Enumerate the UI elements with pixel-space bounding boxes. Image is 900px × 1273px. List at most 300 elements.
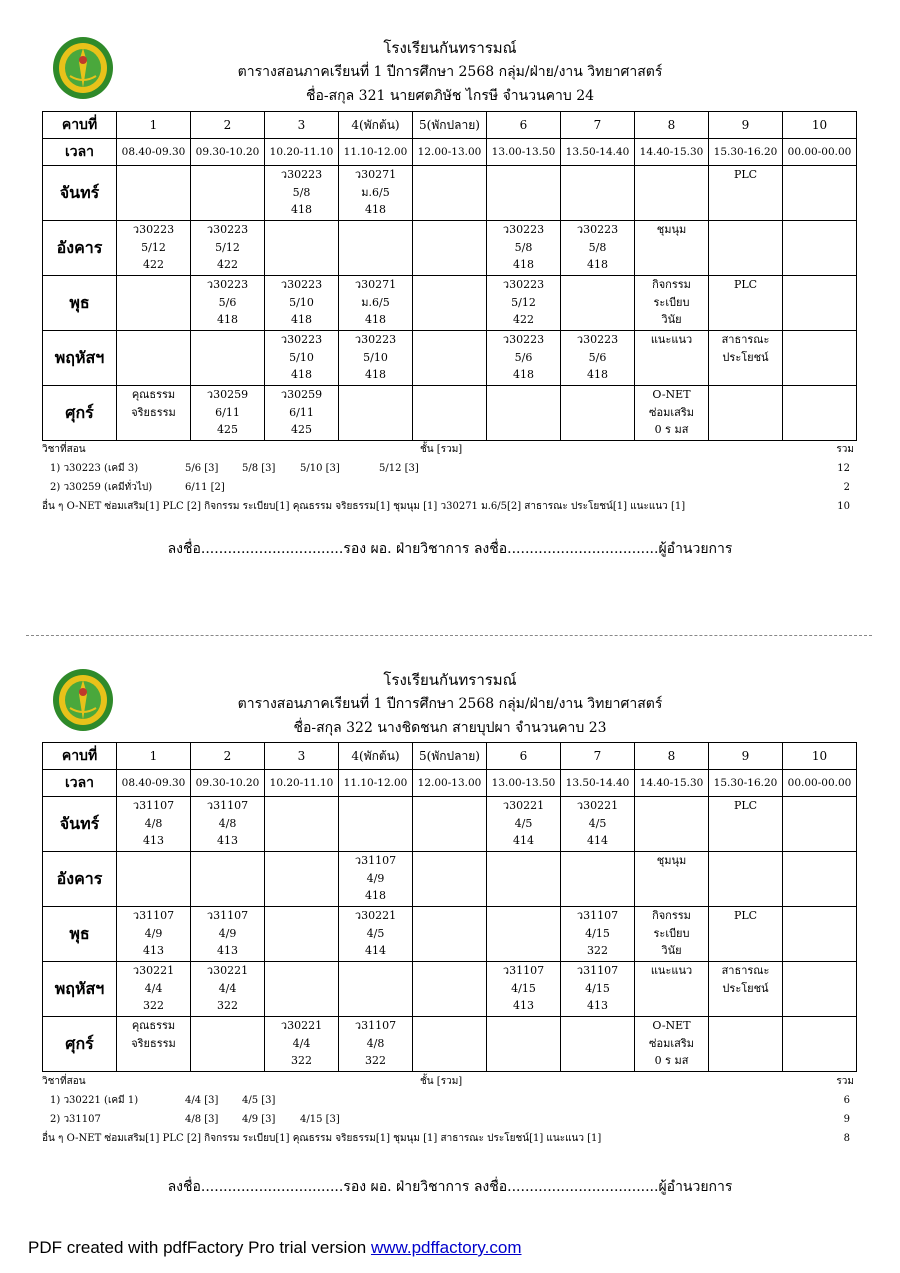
cell-line: 4/8 — [144, 816, 163, 830]
cell-line: ว30223 — [576, 223, 619, 236]
period-number: 2 — [191, 112, 265, 139]
cell-line: 413 — [513, 999, 534, 1012]
period-number: 9 — [709, 743, 783, 770]
cell-line: ชุมนุม — [656, 854, 687, 867]
cell-line: ว30223 — [502, 278, 545, 291]
cell-line: ว31107 — [206, 799, 249, 812]
cell-line: 418 — [291, 368, 312, 381]
day-name: พุธ — [43, 907, 117, 962]
schedule-cell — [635, 907, 709, 962]
period-number: 10 — [783, 743, 857, 770]
cell-line: ว30223 — [132, 223, 175, 236]
cell-line: 4/4 — [218, 981, 237, 995]
period-number: 4(พักต้น) — [339, 743, 413, 770]
schedule-cell — [413, 907, 487, 962]
schedule-cell — [635, 797, 709, 852]
cell-line: จริยธรรม — [131, 1036, 176, 1050]
summary-other-row — [42, 497, 854, 516]
schedule-cell — [783, 907, 857, 962]
cell-line: สาธารณะ — [721, 964, 770, 977]
schedule-cell — [635, 166, 709, 221]
cell-line: ว30221 — [354, 909, 397, 922]
summary-class: 5/12 [3] — [379, 463, 419, 474]
schedule-cell — [117, 331, 191, 386]
cell-line: PLC — [733, 909, 758, 922]
schedule-cell — [709, 276, 783, 331]
day-row — [43, 1017, 857, 1072]
summary-class: 4/15 [3] — [300, 1114, 340, 1125]
day-row — [43, 166, 857, 221]
schedule-cell — [265, 907, 339, 962]
schedule-cell — [117, 852, 191, 907]
summary-row — [42, 459, 854, 478]
schedule-cell — [709, 221, 783, 276]
total-header: รวม — [836, 1076, 854, 1087]
summary-other-total: 10 — [837, 501, 850, 512]
cell-line: 425 — [217, 423, 238, 436]
cell-line: 4/4 — [292, 1036, 311, 1050]
schedule-cell — [783, 166, 857, 221]
schedule-cell — [709, 331, 783, 386]
schedule-cell — [191, 331, 265, 386]
schedule-cell — [117, 1017, 191, 1072]
schedule-cell — [413, 221, 487, 276]
summary-row — [42, 1110, 854, 1129]
cell-line: 322 — [217, 999, 238, 1012]
cell-line: ว31107 — [354, 1019, 397, 1032]
summary-class: 4/9 [3] — [242, 1114, 276, 1125]
cell-line: 413 — [217, 834, 238, 847]
cell-line: O-NET — [652, 1019, 691, 1032]
day-name: ศุกร์ — [43, 1017, 117, 1072]
schedule-cell — [487, 907, 561, 962]
schedule-cell — [709, 797, 783, 852]
schedule-cell — [265, 276, 339, 331]
time-slot: 00.00-00.00 — [783, 139, 857, 166]
cell-line: 422 — [513, 313, 534, 326]
schedule-cell — [635, 962, 709, 1017]
cell-line: กิจกรรม — [652, 278, 691, 291]
cell-line: ว30223 — [576, 333, 619, 346]
schedule-cell — [339, 797, 413, 852]
day-row — [43, 962, 857, 1017]
period-number: 3 — [265, 112, 339, 139]
cell-line: สาธารณะ — [721, 333, 770, 346]
schedule-cell — [117, 166, 191, 221]
time-slot: 00.00-00.00 — [783, 770, 857, 797]
schedule-cell — [265, 962, 339, 1017]
summary — [42, 440, 854, 516]
cell-line: 418 — [513, 258, 534, 271]
time-slot: 13.50-14.40 — [561, 139, 635, 166]
schedule-cell — [709, 166, 783, 221]
day-name: จันทร์ — [43, 166, 117, 221]
time-label: เวลา — [43, 139, 117, 166]
schedule-cell — [191, 221, 265, 276]
cell-line: ว30259 — [206, 388, 249, 401]
time-slot: 12.00-13.00 — [413, 139, 487, 166]
time-slot: 13.50-14.40 — [561, 770, 635, 797]
cell-line: ว30223 — [280, 278, 323, 291]
cell-line: ว30223 — [502, 223, 545, 236]
schedule-cell — [783, 221, 857, 276]
cell-line: ว30223 — [280, 168, 323, 181]
schedule-cell — [561, 221, 635, 276]
cell-line: 418 — [291, 203, 312, 216]
summary-subject: 1) ว30223 (เคมี 3) — [50, 463, 139, 474]
schedule-cell — [265, 852, 339, 907]
schedule-cell — [487, 331, 561, 386]
cell-line: แนะแนว — [650, 333, 693, 346]
summary-class: 5/6 [3] — [185, 463, 219, 474]
schedule-cell — [635, 331, 709, 386]
schedule-cell — [783, 331, 857, 386]
day-row — [43, 852, 857, 907]
schedule-cell — [487, 276, 561, 331]
schedule-cell — [265, 331, 339, 386]
schedule-cell — [487, 852, 561, 907]
cell-line: 6/11 — [215, 405, 240, 419]
schedule-cell — [635, 276, 709, 331]
period-number: 5(พักปลาย) — [413, 112, 487, 139]
period-number: 7 — [561, 743, 635, 770]
cell-line: 322 — [587, 944, 608, 957]
teacher-line: ชื่อ-สกุล 321 นายศตภิษัช ไกรษี จำนวนคาบ 24 — [305, 88, 595, 104]
schedule-cell — [709, 852, 783, 907]
period-header-row — [43, 743, 857, 770]
cell-line: กิจกรรม — [652, 909, 691, 922]
schedule-cell — [117, 386, 191, 441]
cell-line: 422 — [217, 258, 238, 271]
schedule-cell — [783, 276, 857, 331]
schedule-cell — [339, 1017, 413, 1072]
day-name: ศุกร์ — [43, 386, 117, 441]
footer-text: PDF created with pdfFactory Pro trial version — [28, 1238, 371, 1257]
summary-class: 5/10 [3] — [300, 463, 340, 474]
schedule-cell — [561, 852, 635, 907]
time-slot: 15.30-16.20 — [709, 139, 783, 166]
day-row — [43, 276, 857, 331]
cell-line: PLC — [733, 799, 758, 812]
summary-total: 12 — [837, 463, 850, 474]
schedule-cell — [487, 962, 561, 1017]
schedule-cell — [191, 276, 265, 331]
schedule-cell — [783, 797, 857, 852]
schedule-cell — [561, 797, 635, 852]
schedule-cell — [339, 166, 413, 221]
summary-header — [42, 1072, 854, 1091]
schedule-cell — [117, 276, 191, 331]
schedule-cell — [191, 907, 265, 962]
period-number: 6 — [487, 112, 561, 139]
time-slot: 15.30-16.20 — [709, 770, 783, 797]
day-name: พฤหัสฯ — [43, 331, 117, 386]
cell-line: 6/11 — [289, 405, 314, 419]
cell-line: จริยธรรม — [131, 405, 176, 419]
cell-line: 418 — [365, 889, 386, 902]
cell-line: 4/15 — [585, 981, 610, 995]
schedule-cell — [413, 331, 487, 386]
schedule-cell — [191, 797, 265, 852]
cell-line: 418 — [365, 368, 386, 381]
cell-line: 414 — [513, 834, 534, 847]
cell-line: ว30223 — [206, 278, 249, 291]
cell-line: ว30223 — [354, 333, 397, 346]
schedule-cell — [117, 221, 191, 276]
period-number: 3 — [265, 743, 339, 770]
cell-line: ม.6/5 — [361, 185, 390, 199]
schedule-cell — [709, 386, 783, 441]
cell-line: 5/8 — [292, 185, 311, 199]
summary-total: 6 — [843, 1095, 850, 1106]
cell-line: ว30221 — [206, 964, 249, 977]
cell-line: 5/10 — [289, 350, 314, 364]
cell-line: 0 ร มส — [654, 1054, 689, 1067]
day-name: จันทร์ — [43, 797, 117, 852]
summary-total: 2 — [843, 482, 850, 493]
schedule-cell — [487, 221, 561, 276]
time-row — [43, 770, 857, 797]
schedule-cell — [413, 386, 487, 441]
cell-line: 4/4 — [144, 981, 163, 995]
cell-line: 5/10 — [363, 350, 388, 364]
time-slot: 12.00-13.00 — [413, 770, 487, 797]
cell-line: 413 — [143, 834, 164, 847]
schedule-cell — [413, 166, 487, 221]
schedule-cell — [413, 797, 487, 852]
schedule-cell — [191, 1017, 265, 1072]
cell-line: ว30223 — [502, 333, 545, 346]
period-number: 1 — [117, 743, 191, 770]
cell-line: ว30223 — [206, 223, 249, 236]
cell-line: 322 — [365, 1054, 386, 1067]
day-name: อังคาร — [43, 221, 117, 276]
pdf-footer — [28, 1238, 522, 1258]
time-slot: 08.40-09.30 — [117, 139, 191, 166]
cell-line: 414 — [587, 834, 608, 847]
cell-line: ม.6/5 — [361, 295, 390, 309]
period-number: 10 — [783, 112, 857, 139]
schedule-cell — [561, 166, 635, 221]
cell-line: 418 — [587, 368, 608, 381]
cell-line: แนะแนว — [650, 964, 693, 977]
schedule-cell — [487, 797, 561, 852]
schedule-cell — [635, 852, 709, 907]
period-header-row — [43, 112, 857, 139]
schedule-cell — [413, 276, 487, 331]
summary-subject: 1) ว30221 (เคมี 1) — [50, 1095, 139, 1106]
period-number: 1 — [117, 112, 191, 139]
total-header: รวม — [836, 444, 854, 455]
cell-line: ว30259 — [280, 388, 323, 401]
schedule-cell — [339, 962, 413, 1017]
period-label: คาบที่ — [43, 743, 117, 770]
schedule-cell — [413, 962, 487, 1017]
schedule-cell — [561, 962, 635, 1017]
cell-line: O-NET — [652, 388, 691, 401]
cell-line: ว31107 — [132, 909, 175, 922]
class-header: ชั้น [รวม] — [420, 444, 463, 455]
time-slot: 14.40-15.30 — [635, 770, 709, 797]
period-number: 5(พักปลาย) — [413, 743, 487, 770]
time-label: เวลา — [43, 770, 117, 797]
summary-row — [42, 1091, 854, 1110]
cell-line: 5/12 — [141, 240, 166, 254]
summary-row — [42, 478, 854, 497]
cell-line: 418 — [587, 258, 608, 271]
subject-header: วิชาที่สอน — [42, 1076, 86, 1087]
time-slot: 10.20-11.10 — [265, 139, 339, 166]
cell-line: 5/6 — [514, 350, 533, 364]
school-name: โรงเรียนกันทรารมณ์ — [383, 671, 517, 689]
signature-line: ลงชื่อ................................รอง ผอ. ฝ่ายวิชาการ ลงชื่อ..................................ผู้อำนวยการ — [167, 1179, 733, 1195]
time-slot: 11.10-12.00 — [339, 770, 413, 797]
cell-line: ว30271 — [354, 278, 397, 291]
period-number: 2 — [191, 743, 265, 770]
schedule-cell — [265, 386, 339, 441]
schedule-cell — [783, 386, 857, 441]
schedule-cell — [783, 962, 857, 1017]
class-header: ชั้น [รวม] — [420, 1076, 463, 1087]
cell-line: 4/15 — [511, 981, 536, 995]
cell-line: 418 — [217, 313, 238, 326]
cell-line: 4/9 — [218, 926, 237, 940]
cell-line: ว31107 — [576, 909, 619, 922]
cell-line: ว30221 — [502, 799, 545, 812]
cell-line: ประโยชน์ — [722, 981, 769, 995]
schedule-cell — [635, 386, 709, 441]
cell-line: 413 — [587, 999, 608, 1012]
schedule-cell — [709, 962, 783, 1017]
period-number: 9 — [709, 112, 783, 139]
signature-line: ลงชื่อ................................รอง ผอ. ฝ่ายวิชาการ ลงชื่อ..................................ผู้อำนวยการ — [167, 541, 733, 557]
cell-line: ว31107 — [576, 964, 619, 977]
schedule-cell — [191, 166, 265, 221]
cell-line: ชุมนุม — [656, 223, 687, 236]
schedule-cell — [265, 797, 339, 852]
cell-line: PLC — [733, 278, 758, 291]
day-name: พุธ — [43, 276, 117, 331]
schedule-cell — [191, 386, 265, 441]
schedule-cell — [709, 907, 783, 962]
schedule-subtitle: ตารางสอนภาคเรียนที่ 1 ปีการศึกษา 2568 กลุ่ม/ฝ่าย/งาน วิทยาศาสตร์ — [237, 64, 663, 80]
school-name: โรงเรียนกันทรารมณ์ — [383, 39, 517, 57]
schedule-cell — [339, 221, 413, 276]
cell-line: ว31107 — [206, 909, 249, 922]
cell-line: PLC — [733, 168, 758, 181]
schedule-cell — [487, 1017, 561, 1072]
time-slot: 09.30-10.20 — [191, 139, 265, 166]
day-row — [43, 386, 857, 441]
period-number: 4(พักต้น) — [339, 112, 413, 139]
summary-other-row — [42, 1129, 854, 1148]
time-slot: 13.00-13.50 — [487, 770, 561, 797]
cell-line: ว30223 — [280, 333, 323, 346]
summary-class: 4/8 [3] — [185, 1114, 219, 1125]
schedule-cell — [413, 852, 487, 907]
schedule-cell — [265, 221, 339, 276]
schedule-subtitle: ตารางสอนภาคเรียนที่ 1 ปีการศึกษา 2568 กลุ่ม/ฝ่าย/งาน วิทยาศาสตร์ — [237, 696, 663, 712]
cell-line: ว30221 — [132, 964, 175, 977]
cell-line: 322 — [291, 1054, 312, 1067]
schedule-cell — [709, 1017, 783, 1072]
cell-line: 322 — [143, 999, 164, 1012]
schedule-cell — [265, 166, 339, 221]
cell-line: 4/9 — [366, 871, 385, 885]
cell-line: 4/8 — [366, 1036, 385, 1050]
cell-line: 4/5 — [366, 926, 385, 940]
period-number: 8 — [635, 112, 709, 139]
cell-line: 413 — [143, 944, 164, 957]
day-row — [43, 797, 857, 852]
cell-line: ว30221 — [576, 799, 619, 812]
schedule-cell — [191, 852, 265, 907]
cell-line: วินัย — [661, 944, 682, 957]
schedule-cell — [561, 386, 635, 441]
schedule-cell — [561, 907, 635, 962]
cell-line: 5/8 — [588, 240, 607, 254]
summary-other: อื่น ๆ O-NET ซ่อมเสริม[1] PLC [2] กิจกรรม ระเบียบ[1] คุณธรรม จริยธรรม[1] ชุมนุม [1] สาธารณะ ประโยชน์[1] แนะแนว [1] — [42, 1133, 602, 1144]
cell-line: 4/8 — [218, 816, 237, 830]
cell-line: ซ่อมเสริม — [649, 405, 694, 419]
period-label: คาบที่ — [43, 112, 117, 139]
summary-class: 5/8 [3] — [242, 463, 276, 474]
summary-subject: 2) ว30259 (เคมีทั่วไป) — [50, 482, 153, 493]
schedule-cell — [339, 331, 413, 386]
summary-class: 6/11 [2] — [185, 482, 225, 493]
cell-line: 5/6 — [218, 295, 237, 309]
period-number: 7 — [561, 112, 635, 139]
schedule-cell — [561, 331, 635, 386]
summary-other: อื่น ๆ O-NET ซ่อมเสริม[1] PLC [2] กิจกรรม ระเบียบ[1] คุณธรรม จริยธรรม[1] ชุมนุม [1] ว30271 ม.6/5[2] สาธารณะ ประโยชน์[1] แนะแนว [1] — [42, 501, 686, 512]
schedule-cell — [339, 386, 413, 441]
day-row — [43, 907, 857, 962]
footer-link[interactable]: www.pdffactory.com — [370, 1238, 522, 1257]
cell-line: ว30221 — [280, 1019, 323, 1032]
schedule-cell — [487, 386, 561, 441]
summary — [42, 1072, 854, 1148]
time-slot: 13.00-13.50 — [487, 139, 561, 166]
schedule-cell — [487, 166, 561, 221]
cell-line: วินัย — [661, 313, 682, 326]
cell-line: 5/12 — [215, 240, 240, 254]
timetable — [42, 111, 857, 441]
summary-total: 9 — [843, 1114, 850, 1125]
cell-line: 418 — [513, 368, 534, 381]
cell-line: คุณธรรม — [131, 1019, 176, 1032]
schedule-cell — [561, 276, 635, 331]
cell-line: 4/5 — [514, 816, 533, 830]
cell-line: ประโยชน์ — [722, 350, 769, 364]
schedule-cell — [339, 852, 413, 907]
cell-line: 4/9 — [144, 926, 163, 940]
summary-class: 4/5 [3] — [242, 1095, 276, 1106]
summary-header — [42, 440, 854, 459]
time-row — [43, 139, 857, 166]
cell-line: 413 — [217, 944, 238, 957]
time-slot: 09.30-10.20 — [191, 770, 265, 797]
cell-line: ว31107 — [354, 854, 397, 867]
day-row — [43, 221, 857, 276]
cell-line: คุณธรรม — [131, 388, 176, 401]
period-number: 6 — [487, 743, 561, 770]
cell-line: 4/5 — [588, 816, 607, 830]
time-slot: 08.40-09.30 — [117, 770, 191, 797]
teacher-line: ชื่อ-สกุล 322 นางชิดชนก สายบุปผา จำนวนคาบ 23 — [293, 720, 607, 736]
cell-line: 422 — [143, 258, 164, 271]
schedule-cell — [117, 797, 191, 852]
time-slot: 11.10-12.00 — [339, 139, 413, 166]
